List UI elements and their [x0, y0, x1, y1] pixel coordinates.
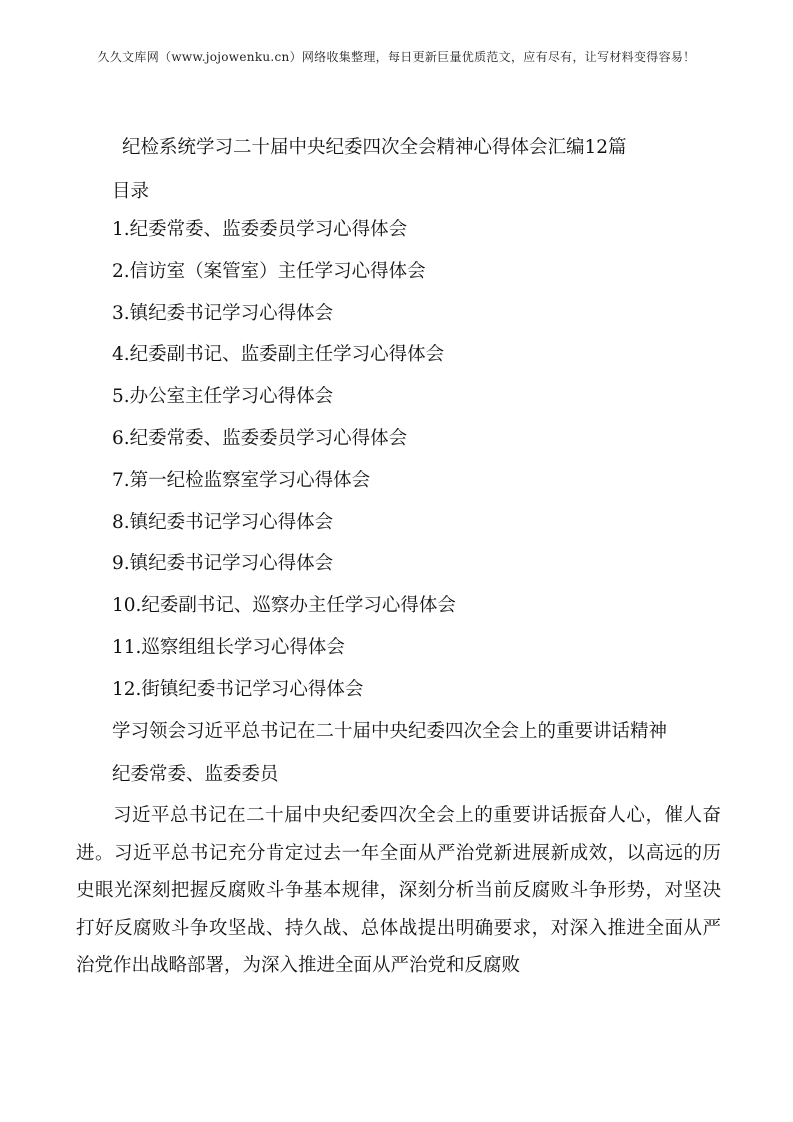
- table-of-contents: [112, 217, 456, 719]
- toc-item: 11.巡察组组长学习心得体会: [112, 636, 345, 658]
- section-author: 纪委常委、监委委员: [112, 764, 279, 785]
- toc-item: 12.街镇纪委书记学习心得体会: [112, 678, 364, 700]
- body-paragraph: 习近平总书记在二十届中央纪委四次全会上的重要讲话振奋人心，催人奋进。习近平总书记充分肯定过去一年全面从严治党新进展新成效，以高远的历史眼光深刻把握反腐败斗争基本规律，深刻分析当前反腐败斗争形势，对坚决打好反腐败斗争攻坚战、持久战、总体战提出明确要求，对深入推进全面从严治党作出战略部署，为深入推进全面从严治党和反腐败: [76, 805, 721, 977]
- section-heading: 学习领会习近平总书记在二十届中央纪委四次全会上的重要讲话精神: [112, 721, 668, 742]
- toc-item: 5.办公室主任学习心得体会: [112, 386, 334, 408]
- toc-item: 9.镇纪委书记学习心得体会: [112, 553, 334, 575]
- document-title: 纪检系统学习二十届中央纪委四次全会精神心得体会汇编12篇: [122, 137, 627, 158]
- toc-item: 8.镇纪委书记学习心得体会: [112, 511, 334, 533]
- toc-item: 6.纪委常委、监委委员学习心得体会: [112, 427, 408, 449]
- header-note: 久久文库网（www.jojowenku.cn）网络收集整理，每日更新巨量优质范文，应有尽有，让写材料变得容易！: [97, 50, 696, 64]
- toc-item: 1.纪委常委、监委委员学习心得体会: [112, 219, 408, 240]
- toc-item: 10.纪委副书记、巡察办主任学习心得体会: [112, 595, 456, 617]
- toc-label: 目录: [112, 181, 150, 202]
- toc-item: 2.信访室（案管室）主任学习心得体会: [112, 260, 426, 282]
- toc-item: 4.纪委副书记、监委副主任学习心得体会: [112, 344, 445, 366]
- toc-item: 3.镇纪委书记学习心得体会: [112, 302, 334, 324]
- toc-item: 7.第一纪检监察室学习心得体会: [112, 469, 371, 491]
